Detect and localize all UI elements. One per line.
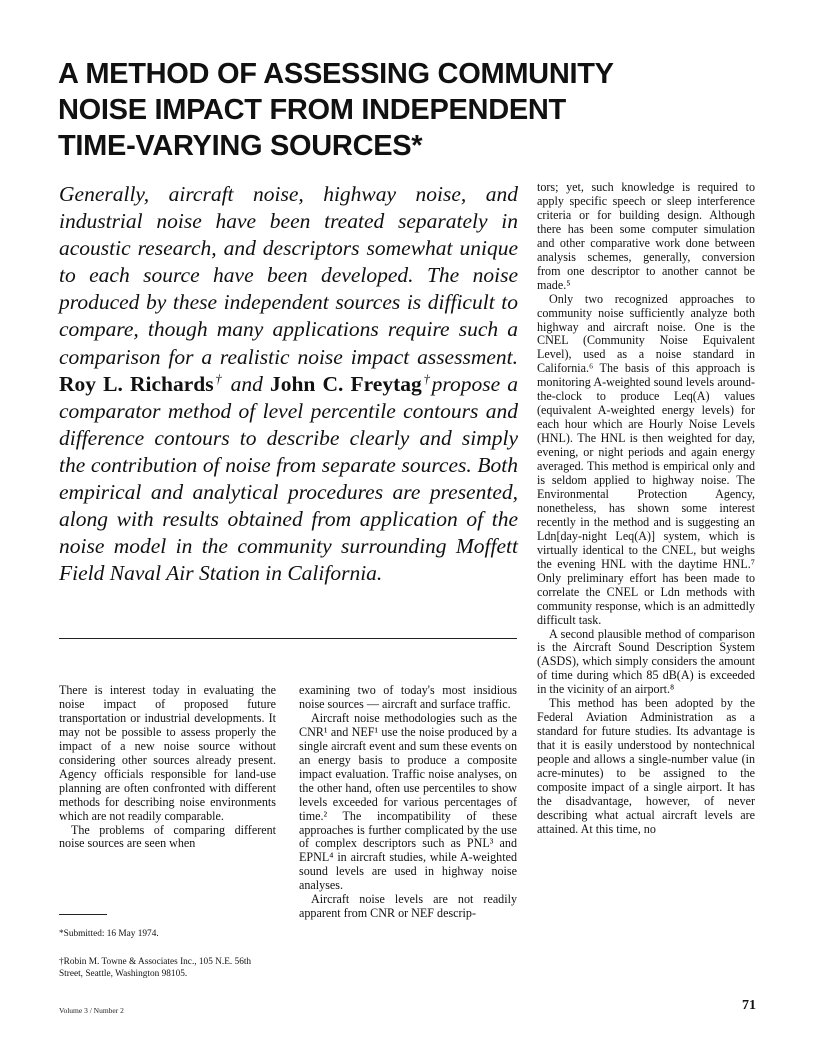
author-name-1: Roy L. Richards — [59, 371, 214, 396]
paragraph: Aircraft noise methodologies such as the CNR¹ and NEF¹ use the noise produced by a single aircraft event and sum these events on an energy basis to produce a composite impact evaluation. Traffic noise analyses, on the other hand, often use percentiles to show levels exceeded for various percentages of time.² The incompatibility of these approaches is further complicated by the use of complex descriptors such as PNL³ and EPNL⁴ in aircraft studies, while A-weighted sound levels are used in highway noise analyses. — [299, 710, 517, 893]
title-line-1: A METHOD OF ASSESSING COMMUNITY — [58, 58, 614, 90]
paragraph: Only two recognized approaches to community noise sufficiently analyze both highway and aircraft noise. One is the CNEL (Community Noise Equivalent Level), used as a noise standard in California.⁶ The basis of this approach is monitoring A-weighted sound levels around-the-clock to produce Leq(A) values (equivalent A-weighted energy levels) for each hour which are Hourly Noise Levels (HNL). The HNL is then weighted for day, evening, or night periods and again energy averaged. This method is empirical only and is seldom applied to highway noise. The Environmental Protection Agency, nonetheless, has shown some interest recently in the method and is suggesting an Ldn[day-night Leq(A)] system, which is virtually identical to the CNEL, but weighs the evening HNL with the daytime HNL.⁷ Only preliminary effort has been made to correlate the CNEL or Ldn methods with community response, which is an admittedly difficult task. — [537, 291, 755, 627]
title-line-2: NOISE IMPACT FROM INDEPENDENT — [58, 94, 566, 126]
abstract — [59, 181, 518, 587]
paragraph: The problems of comparing different noise sources are seen when — [59, 822, 276, 851]
paragraph: This method has been adopted by the Federal Aviation Administration as a standard for future studies. Its advantage is that it is easily understood by nontechnical people and allows a single-number value (in acre-minutes) to be assigned to the composite impact of a single airport. It has the disadvantage, however, of never describing what actual aircraft levels are attained. At this time, no — [537, 696, 755, 836]
paragraph: examining two of today's most insidious noise sources — aircraft and surface traffic. — [299, 683, 517, 711]
abstract-text-2: propose a comparator method of level percentile contours and difference contours to describe clearly and simply the contribution of noise from separate sources. Both empirical and analytical procedures are presented, along with results obtained from application of the noise model in the community surrounding Moffett Field Naval Air Station in California. — [59, 371, 519, 586]
paragraph: A second plausible method of comparison is the Aircraft Sound Description System (ASDS), which simply considers the amount of time during which 85 dB(A) is exceeded in the vicinity of an airport.⁸ — [537, 626, 755, 697]
body-column-2 — [299, 684, 517, 921]
body-column-1 — [59, 684, 276, 851]
footnote-affiliation: †Robin M. Towne & Associates Inc., 105 N.E. 56th Street, Seattle, Washington 98105. — [59, 957, 252, 979]
article-title — [58, 56, 758, 164]
footnote-divider — [59, 914, 107, 915]
abstract-divider — [59, 638, 517, 639]
abstract-and: and — [230, 371, 263, 396]
page-number: 71 — [742, 998, 756, 1013]
title-line-3: TIME-VARYING SOURCES* — [58, 130, 423, 162]
running-footer: Volume 3 / Number 2 — [59, 1006, 124, 1015]
paragraph: There is interest today in evaluating the noise impact of proposed future transportation or industrial developments. It may not be possible to assess properly the impact of a new noise source without considering other sources already present. Agency officials responsible for land-use planning are often confronted with different methods for describing noise environments which are not readily comparable. — [59, 683, 276, 823]
paragraph: Aircraft noise levels are not readily apparent from CNR or NEF descrip- — [299, 892, 517, 921]
abstract-text-1: Generally, aircraft noise, highway noise, and industrial noise have been treated separately in acoustic research, and descriptors somewhat unique to each source have been developed. The noise produced by these independent sources is difficult to compare, though many applications require such a comparison for a realistic noise impact assessment. — [59, 182, 518, 369]
body-column-3 — [537, 181, 755, 837]
paragraph: tors; yet, such knowledge is required to apply specific speech or sleep interference criteria or for building design. Although there has been some computer simulation and other comparative work done between analysis schemes, generally, conversion from one descriptor to another cannot be made.⁵ — [537, 180, 755, 292]
author-2-dagger: † — [421, 371, 432, 386]
footnote-submitted: *Submitted: 16 May 1974. — [59, 929, 159, 939]
author-name-2: John C. Freytag — [269, 371, 422, 396]
author-1-dagger: † — [213, 371, 224, 386]
